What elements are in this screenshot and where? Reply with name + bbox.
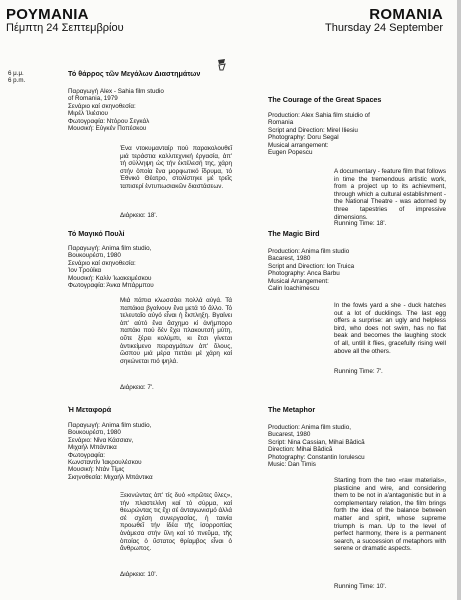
film3-greek-title: Ἡ Μεταφορά	[68, 405, 112, 414]
credit-line: Παραγωγή: Anima film studio,	[68, 422, 152, 429]
credit-line: Μουσική: Ντάν Τίμις	[68, 466, 125, 474]
credit-line: Φωτογραφία:	[68, 451, 105, 459]
film1-english-title: The Courage of the Great Spaces	[268, 95, 382, 104]
credit-line: Κωνσταντίν Ἰακρουλέσκου	[68, 459, 142, 467]
film3-greek-duration: Διάρκεια: 10'.	[120, 571, 158, 578]
credit-line: Παραγωγή: Anima film studio,	[68, 245, 152, 252]
credit-line: Musical Arrangement:	[268, 277, 329, 285]
film3-english-running-time: Running Time: 10'.	[334, 583, 387, 590]
credit-line: Photography: Anca Barbu	[268, 270, 340, 278]
film2-greek-duration: Διάρκεια: 7'.	[120, 384, 154, 391]
film1-greek-credits	[68, 88, 238, 132]
film2-greek-title: Τό Μαγικό Πουλί	[68, 229, 125, 238]
credit-line: Φωτογραφία: Ντόρου Σεγκάλ	[68, 117, 150, 125]
film2-english-description: In the fowls yard a she - duck hatches out a lot of ducklings. The last egg offers a surprise: an ugly and helpless bird, who does not swim, has no flat beak and becomes the laughing stock of all, untill it flies, gracefully rising well above all the others.	[334, 302, 446, 355]
credit-line: Βουκουρέστι, 1980	[68, 429, 121, 437]
printer-mark-icon	[216, 58, 228, 72]
credit-line: Βουκουρέστι, 1980	[68, 252, 121, 260]
credit-line: Μουσική: Καλίν Ίωακειμέσκου	[68, 274, 152, 282]
credit-line: Romania	[268, 119, 294, 127]
credit-line: Μιχαήλ Μπάντικα	[68, 444, 117, 452]
film1-english-credits	[268, 112, 438, 156]
english-country-title: ROMANIA	[369, 6, 443, 23]
credit-line: Script: Nina Cassian, Mihai Bădică	[268, 438, 365, 446]
credit-line: Ίον Τρούϊκα	[68, 267, 102, 275]
credit-line: Script and Direction: Mirel Iliesiu	[268, 126, 358, 134]
film1-greek-title: Τό θάρρος τῶν Μεγάλων Διαστημάτων	[68, 69, 201, 78]
credit-line: Σενάριο καί σκηνοθεσία:	[68, 259, 136, 267]
film3-english-credits	[268, 424, 438, 468]
credit-line: of Romania, 1979	[68, 95, 118, 103]
film1-english-description: A documentary - feature film that follows in time the tremendous artistic work, from a project up to its achievment, through which a cultural establishment - the National Theatre - was adorned by three tapestries of impressive dimensions.	[334, 168, 446, 221]
credit-line: Photography: Constantin Iorulescu	[268, 453, 365, 461]
film1-greek-description: Ένα ντοκυμανταίρ πού παρακολουθεῖ μιά τεράστια καλλιτεχνική ἐργασία, ἀπ' τή σύλληψη ὡς τήν ἐκτέλεσή της, χάρη στήν ὁποία ἕνα μορφωτικό ἵδρυμα, τό Έθνικό Θέατρο, στολίστηκε μέ τρεῖς ταπισερί ἐντυπωσιακῶν διαστάσεων.	[120, 145, 232, 190]
credit-line: Production: Anima film studio,	[268, 424, 351, 431]
credit-line: Eugen Popescu	[268, 149, 313, 157]
film2-english-credits	[268, 248, 438, 292]
credit-line: Μουσική: Εὐγκέν Ποπέσκου	[68, 125, 147, 133]
film1-greek-duration: Διάρκεια: 18'.	[120, 212, 158, 219]
credit-line: Σκηνοθεσία: Μιχαήλ Μπάντικα	[68, 473, 153, 481]
greek-country-title: ΡΟΥΜΑΝΙΑ	[6, 6, 89, 23]
film3-english-title: The Metaphor	[268, 405, 316, 414]
credit-line: Σενάριο καί σκηνοθεσία:	[68, 102, 136, 110]
film3-greek-credits	[68, 422, 238, 481]
greek-time: 6 μ.μ.	[8, 70, 24, 77]
credit-line: Production: Alex Sahia film stuidio of	[268, 112, 370, 119]
credit-line: Bacarest, 1980	[268, 255, 311, 263]
film3-greek-description: Ξεκινώντας ἀπ' τίς δυό «πρῶτες ὕλες», τήν πλαστελίνη καί τό σύρμα, καί θεωρώντας τις ἔχι σέ ἀνταγωνισμό ἀλλά σέ σχέση συνεργασίας, ἡ ταινία προωθεῖ τήν ἰδέα τῆς ἰσορροπίας ἀνάμεσα στήν ὕλη καί τό πνεῦμα, τῆς ὁποίας ὁ ὕστατος θρίαμβος εἶναι ὁ ἄνθρωπος.	[120, 492, 232, 553]
film1-english-running-time: Running Time: 18'.	[334, 220, 387, 227]
english-date: Thursday 24 September	[324, 22, 443, 34]
credit-line: Μιρέλ Ίλιέσιου	[68, 110, 108, 118]
credit-line: Calin Ioachimescu	[268, 285, 320, 293]
credit-line: Production: Anima film studio	[268, 248, 350, 255]
credit-line: Σενάριο: Νίνα Κάσσιαν,	[68, 436, 134, 444]
credit-line: Script and Direction: Ion Truica	[268, 262, 355, 270]
credit-line: Music: Dan Timis	[268, 461, 316, 469]
film2-english-title: The Magic Bird	[268, 229, 320, 238]
credit-line: Bucarest, 1980	[268, 431, 311, 439]
film2-greek-description: Μιά πάπια κλωσσάει πολλά αὐγά. Τά παπάκια βγαίνουν ἕνα μετά τό ἄλλο. Τό τελευταῖο αὐγό εἶναι ἡ ἔκπληξη. Βγαίνει ἀπ' αὐτό ἕνα ἄσχημο κί ἀνήμπορο παπάκι πού δέν ἔχει πλακουτσή μύτη, οὔτε ξέρει κολύμπι, κι ἔτσι γίνεται ἀντικείμενο πειραγμάτων ἀπ' ὅλους, ὥσπου μιά μέρα πετάει μέ χάρη καί σηκώνεται πιό ψηλά.	[120, 297, 232, 365]
film2-english-running-time: Running Time: 7'.	[334, 368, 383, 375]
credit-line: Φωτογραφία: Άνκα Μπάρμπου	[68, 282, 154, 290]
credit-line: Musical arrangement:	[268, 141, 329, 149]
credit-line: Direction: Mihai Bădică	[268, 446, 333, 454]
film3-english-description: Starting from the two «raw materials», plasticine and wire, and considering them to be not in a'antagonistic but in a complementary relation, the film brings forth the idea of the balance between matter and spirit, whose supreme triumph is man. Up to the level of perfect harmony, there is a permanent search, a succession of metaphors with serene or dramatic aspects.	[334, 477, 446, 553]
credit-line: Παραγωγή Alex - Sahia film studio	[68, 88, 164, 95]
credit-line: Photography: Doru Segal	[268, 134, 339, 142]
english-time: 6 p.m.	[8, 77, 26, 84]
film2-greek-credits	[68, 245, 238, 289]
greek-date: Πέμπτη 24 Σεπτεμβρίου	[6, 22, 124, 34]
